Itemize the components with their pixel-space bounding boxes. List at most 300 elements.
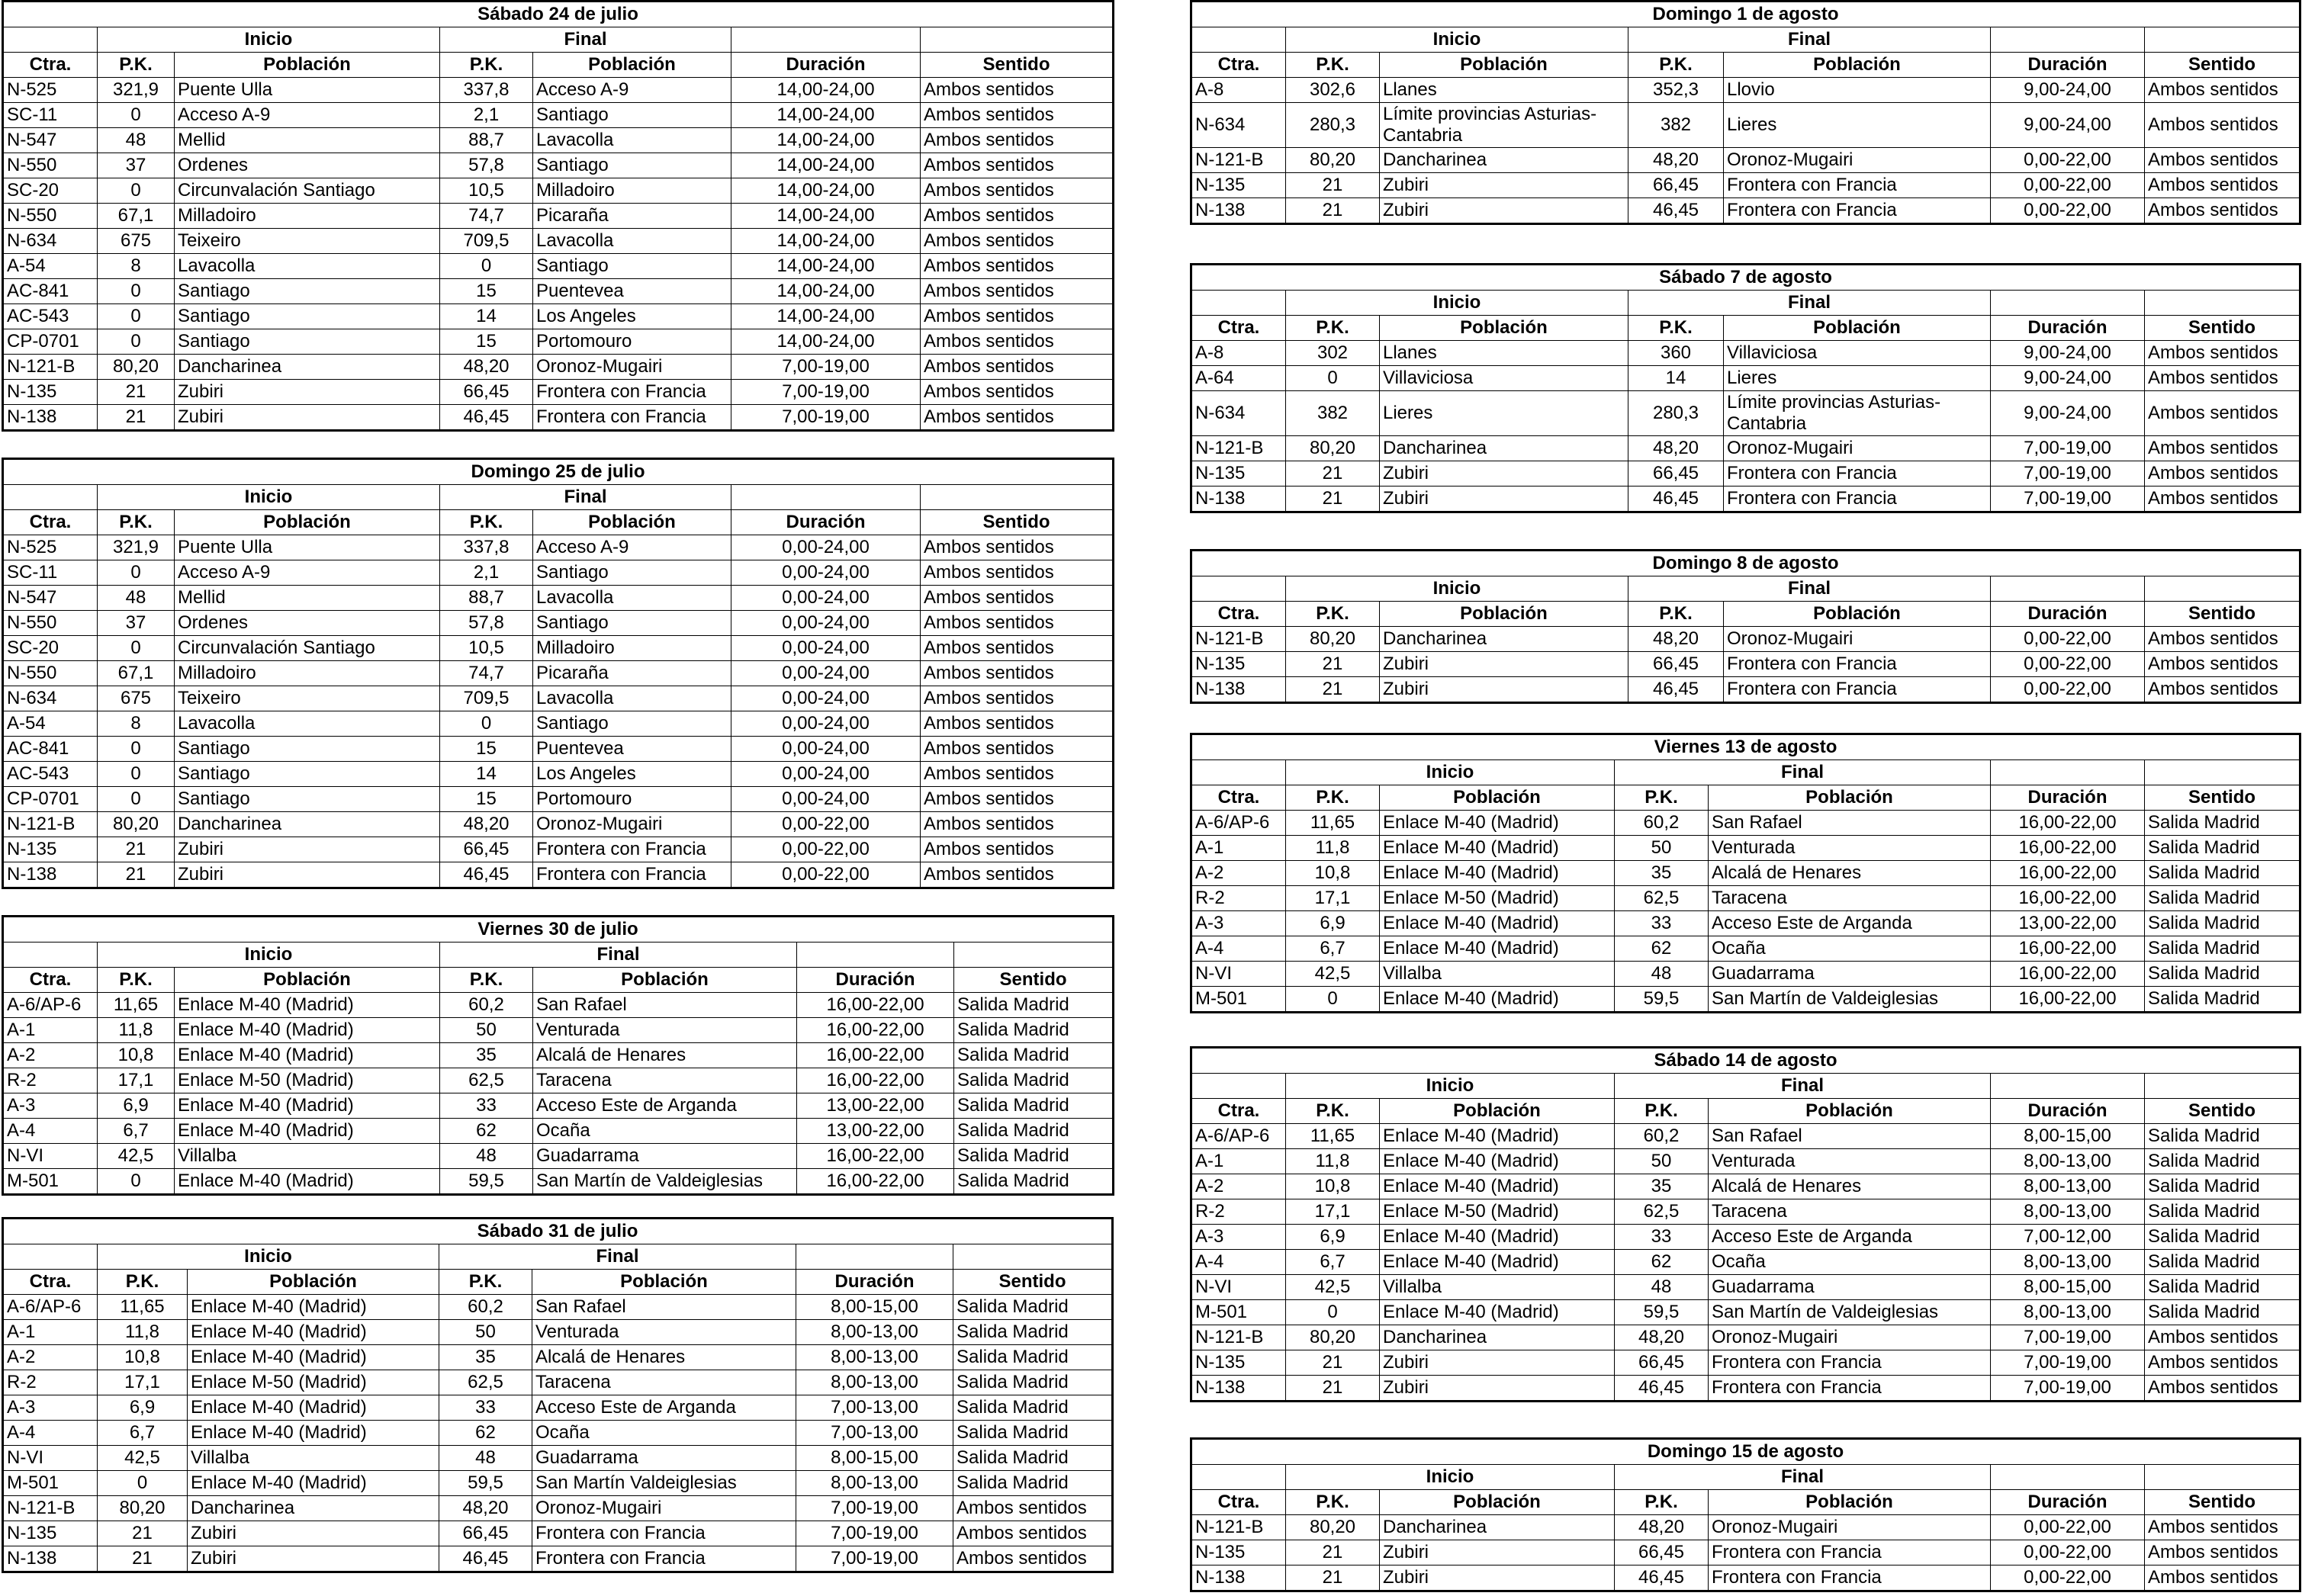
- table-row: [1191, 811, 2300, 836]
- column-header-pk-inicio: P.K.: [98, 53, 175, 78]
- cell-pk-final: 48,20: [439, 1496, 532, 1521]
- group-header-row: [3, 485, 1114, 510]
- column-header-ctra: Ctra.: [1191, 785, 1286, 811]
- blank-header: [2145, 576, 2300, 602]
- cell-poblacion-inicio: Zubiri: [1380, 173, 1628, 198]
- cell-pk-inicio: 6,9: [98, 1093, 175, 1119]
- cell-sentido: Salida Madrid: [2145, 1300, 2300, 1325]
- cell-poblacion-final: Frontera con Francia: [1709, 1376, 1991, 1402]
- cell-duracion: 14,00-24,00: [731, 128, 921, 153]
- blank-header: [921, 485, 1114, 510]
- cell-pk-inicio: 80,20: [1286, 436, 1380, 461]
- blank-header: [1191, 1074, 1286, 1099]
- cell-ctra: A-1: [1191, 1149, 1286, 1174]
- cell-sentido: Ambos sentidos: [2145, 487, 2300, 512]
- cell-duracion: 14,00-24,00: [731, 178, 921, 204]
- cell-poblacion-inicio: Enlace M-40 (Madrid): [1380, 836, 1615, 861]
- cell-poblacion-final: Lieres: [1724, 103, 1991, 148]
- cell-pk-final: 35: [440, 1043, 533, 1068]
- table-row: [3, 254, 1114, 279]
- cell-poblacion-inicio: Enlace M-40 (Madrid): [1380, 811, 1615, 836]
- cell-poblacion-final: Santiago: [533, 254, 731, 279]
- cell-duracion: 14,00-24,00: [731, 254, 921, 279]
- day-table: [1190, 1437, 2301, 1592]
- cell-sentido: Ambos sentidos: [921, 862, 1114, 888]
- cell-poblacion-final: Alcalá de Henares: [1709, 1174, 1991, 1199]
- cell-pk-final: 57,8: [440, 611, 533, 636]
- cell-poblacion-inicio: Enlace M-50 (Madrid): [188, 1370, 439, 1395]
- cell-poblacion-inicio: Villalba: [175, 1144, 440, 1169]
- cell-pk-final: 60,2: [1615, 811, 1709, 836]
- cell-ctra: N-634: [3, 229, 98, 254]
- cell-sentido: Ambos sentidos: [921, 204, 1114, 229]
- cell-poblacion-inicio: Enlace M-40 (Madrid): [175, 1093, 440, 1119]
- cell-sentido: Ambos sentidos: [2145, 1515, 2300, 1540]
- cell-duracion: 8,00-13,00: [796, 1345, 953, 1370]
- cell-pk-inicio: 0: [98, 279, 175, 304]
- blank-header: [1991, 1465, 2145, 1490]
- cell-poblacion-inicio: Zubiri: [1380, 1565, 1615, 1591]
- table-row: [3, 204, 1114, 229]
- column-header-poblacion-inicio: Población: [1380, 1490, 1615, 1515]
- column-header-sentido: Sentido: [2145, 53, 2300, 78]
- table-row: [1191, 1124, 2300, 1149]
- title-row: [3, 1219, 1113, 1244]
- cell-sentido: Salida Madrid: [954, 1119, 1114, 1144]
- cell-sentido: Ambos sentidos: [2145, 1350, 2300, 1376]
- cell-ctra: N-135: [1191, 461, 1286, 487]
- cell-poblacion-final: Ocaña: [1709, 1250, 1991, 1275]
- cell-pk-final: 35: [1615, 861, 1709, 886]
- cell-pk-inicio: 11,65: [1286, 1124, 1380, 1149]
- cell-duracion: 7,00-19,00: [796, 1521, 953, 1546]
- cell-duracion: 16,00-22,00: [1991, 886, 2145, 911]
- cell-ctra: N-121-B: [3, 812, 98, 837]
- cell-ctra: SC-11: [3, 103, 98, 128]
- cell-ctra: N-121-B: [1191, 148, 1286, 173]
- cell-poblacion-final: San Rafael: [1709, 811, 1991, 836]
- cell-sentido: Salida Madrid: [2145, 1124, 2300, 1149]
- cell-ctra: N-138: [1191, 198, 1286, 224]
- table-row: [3, 1521, 1113, 1546]
- cell-poblacion-inicio: Zubiri: [1380, 1376, 1615, 1402]
- cell-poblacion-inicio: Enlace M-40 (Madrid): [1380, 1174, 1615, 1199]
- cell-sentido: Ambos sentidos: [921, 611, 1114, 636]
- cell-sentido: Ambos sentidos: [2145, 461, 2300, 487]
- cell-poblacion-final: Lavacolla: [533, 128, 731, 153]
- cell-pk-final: 10,5: [440, 178, 533, 204]
- cell-pk-inicio: 42,5: [98, 1446, 188, 1471]
- table-row: [1191, 1325, 2300, 1350]
- cell-ctra: N-VI: [1191, 1275, 1286, 1300]
- column-header-pk-final: P.K.: [439, 1270, 532, 1295]
- column-header-poblacion-inicio: Población: [188, 1270, 439, 1295]
- cell-ctra: A-1: [3, 1018, 98, 1043]
- cell-poblacion-final: Frontera con Francia: [1724, 198, 1991, 224]
- cell-pk-final: 60,2: [1615, 1124, 1709, 1149]
- cell-poblacion-inicio: Zubiri: [175, 862, 440, 888]
- final-header: Final: [1615, 760, 1991, 785]
- cell-poblacion-final: Frontera con Francia: [532, 1546, 796, 1572]
- table-row: [3, 1421, 1113, 1446]
- cell-poblacion-final: Puentevea: [533, 737, 731, 762]
- cell-ctra: N-550: [3, 204, 98, 229]
- cell-ctra: N-550: [3, 661, 98, 686]
- cell-pk-final: 74,7: [440, 204, 533, 229]
- blank-header: [3, 1244, 98, 1270]
- cell-duracion: 0,00-24,00: [731, 762, 921, 787]
- cell-sentido: Salida Madrid: [2145, 811, 2300, 836]
- cell-pk-inicio: 11,8: [98, 1018, 175, 1043]
- cell-poblacion-inicio: Enlace M-40 (Madrid): [188, 1345, 439, 1370]
- column-header-ctra: Ctra.: [1191, 602, 1286, 627]
- cell-poblacion-inicio: Enlace M-40 (Madrid): [175, 1169, 440, 1195]
- cell-poblacion-inicio: Zubiri: [175, 380, 440, 405]
- cell-poblacion-inicio: Zubiri: [1380, 198, 1628, 224]
- day-table: [2, 915, 1114, 1196]
- cell-duracion: 8,00-15,00: [1991, 1124, 2145, 1149]
- cell-duracion: 7,00-19,00: [731, 405, 921, 431]
- column-header-row: [1191, 53, 2300, 78]
- cell-duracion: 14,00-24,00: [731, 78, 921, 103]
- table-row: [1191, 366, 2300, 391]
- column-header-pk-final: P.K.: [1628, 602, 1724, 627]
- cell-poblacion-inicio: Enlace M-40 (Madrid): [188, 1395, 439, 1421]
- cell-duracion: 0,00-24,00: [731, 636, 921, 661]
- column-header-ctra: Ctra.: [1191, 1490, 1286, 1515]
- cell-sentido: Ambos sentidos: [2145, 436, 2300, 461]
- blank-header: [953, 1244, 1113, 1270]
- cell-ctra: A-2: [3, 1043, 98, 1068]
- cell-poblacion-inicio: Puente Ulla: [175, 535, 440, 560]
- table-row: [1191, 103, 2300, 148]
- column-header-poblacion-final: Población: [533, 510, 731, 535]
- cell-poblacion-inicio: Circunvalación Santiago: [175, 178, 440, 204]
- cell-poblacion-final: Frontera con Francia: [1724, 173, 1991, 198]
- cell-ctra: A-8: [1191, 341, 1286, 366]
- column-header-row: [1191, 1490, 2300, 1515]
- blank-header: [3, 27, 98, 53]
- cell-duracion: 8,00-15,00: [796, 1446, 953, 1471]
- cell-poblacion-inicio: Santiago: [175, 279, 440, 304]
- column-header-poblacion-final: Población: [1709, 1099, 1991, 1124]
- table-row: [3, 686, 1114, 711]
- table-row: [3, 1119, 1114, 1144]
- cell-pk-inicio: 42,5: [98, 1144, 175, 1169]
- cell-pk-final: 46,45: [440, 862, 533, 888]
- final-header: Final: [1628, 291, 1991, 316]
- cell-pk-inicio: 0: [98, 1471, 188, 1496]
- table-row: [1191, 436, 2300, 461]
- table-row: [3, 1043, 1114, 1068]
- column-header-duracion: Duración: [1991, 53, 2145, 78]
- table-row: [1191, 652, 2300, 677]
- column-header-sentido: Sentido: [2145, 1490, 2300, 1515]
- final-header: Final: [1628, 27, 1991, 53]
- column-header-poblacion-inicio: Población: [175, 510, 440, 535]
- cell-sentido: Ambos sentidos: [921, 78, 1114, 103]
- cell-pk-final: 88,7: [440, 128, 533, 153]
- day-title: Viernes 30 de julio: [3, 917, 1114, 943]
- cell-duracion: 13,00-22,00: [1991, 911, 2145, 936]
- cell-poblacion-inicio: Zubiri: [1380, 652, 1628, 677]
- table-row: [3, 1295, 1113, 1320]
- cell-poblacion-inicio: Enlace M-40 (Madrid): [1380, 1300, 1615, 1325]
- cell-sentido: Salida Madrid: [953, 1345, 1113, 1370]
- cell-sentido: Ambos sentidos: [953, 1521, 1113, 1546]
- cell-pk-inicio: 321,9: [98, 535, 175, 560]
- table-row: [3, 103, 1114, 128]
- cell-ctra: N-138: [3, 405, 98, 431]
- cell-pk-final: 14: [1628, 366, 1724, 391]
- cell-ctra: A-3: [1191, 911, 1286, 936]
- cell-ctra: AC-543: [3, 762, 98, 787]
- inicio-header: Inicio: [1286, 291, 1628, 316]
- column-header-poblacion-final: Población: [1724, 602, 1991, 627]
- cell-poblacion-inicio: Enlace M-50 (Madrid): [1380, 886, 1615, 911]
- cell-pk-inicio: 21: [1286, 198, 1380, 224]
- cell-pk-final: 88,7: [440, 586, 533, 611]
- cell-ctra: A-54: [3, 254, 98, 279]
- cell-poblacion-inicio: Acceso A-9: [175, 560, 440, 586]
- blank-header: [2145, 27, 2300, 53]
- cell-poblacion-final: Alcalá de Henares: [532, 1345, 796, 1370]
- cell-pk-final: 62: [440, 1119, 533, 1144]
- cell-poblacion-inicio: Enlace M-40 (Madrid): [175, 1018, 440, 1043]
- cell-pk-final: 50: [440, 1018, 533, 1043]
- cell-duracion: 7,00-13,00: [796, 1395, 953, 1421]
- column-header-row: [3, 968, 1114, 993]
- cell-sentido: Ambos sentidos: [921, 586, 1114, 611]
- cell-duracion: 7,00-12,00: [1991, 1225, 2145, 1250]
- cell-poblacion-inicio: Acceso A-9: [175, 103, 440, 128]
- column-header-pk-inicio: P.K.: [1286, 1099, 1380, 1124]
- cell-pk-final: 46,45: [440, 405, 533, 431]
- cell-poblacion-inicio: Zubiri: [1380, 677, 1628, 703]
- table-row: [3, 304, 1114, 329]
- cell-sentido: Ambos sentidos: [953, 1496, 1113, 1521]
- cell-poblacion-final: Oronoz-Mugairi: [532, 1496, 796, 1521]
- column-header-row: [1191, 316, 2300, 341]
- cell-poblacion-final: Santiago: [533, 103, 731, 128]
- cell-duracion: 8,00-13,00: [1991, 1250, 2145, 1275]
- inicio-header: Inicio: [98, 1244, 439, 1270]
- column-header-pk-final: P.K.: [1615, 1490, 1709, 1515]
- cell-poblacion-inicio: Puente Ulla: [175, 78, 440, 103]
- cell-duracion: 0,00-24,00: [731, 787, 921, 812]
- day-table: [1190, 263, 2301, 513]
- table-row: [1191, 1540, 2300, 1565]
- column-header-poblacion-inicio: Población: [175, 968, 440, 993]
- blank-header: [1191, 291, 1286, 316]
- cell-pk-final: 15: [440, 279, 533, 304]
- blank-header: [921, 27, 1114, 53]
- blank-header: [1191, 1465, 1286, 1490]
- table-row: [3, 329, 1114, 355]
- cell-ctra: N-135: [1191, 173, 1286, 198]
- column-header-poblacion-inicio: Población: [1380, 1099, 1615, 1124]
- cell-poblacion-inicio: Villaviciosa: [1380, 366, 1628, 391]
- cell-poblacion-inicio: Enlace M-40 (Madrid): [1380, 987, 1615, 1013]
- cell-duracion: 8,00-13,00: [1991, 1199, 2145, 1225]
- column-header-poblacion-final: Población: [533, 53, 731, 78]
- cell-duracion: 8,00-13,00: [796, 1320, 953, 1345]
- cell-poblacion-inicio: Circunvalación Santiago: [175, 636, 440, 661]
- cell-pk-final: 60,2: [439, 1295, 532, 1320]
- inicio-header: Inicio: [1286, 1074, 1615, 1099]
- cell-poblacion-final: Llovio: [1724, 78, 1991, 103]
- table-row: [1191, 1376, 2300, 1402]
- cell-sentido: Ambos sentidos: [921, 686, 1114, 711]
- table-row: [3, 862, 1114, 888]
- table-row: [1191, 962, 2300, 987]
- cell-poblacion-final: Portomouro: [533, 329, 731, 355]
- title-row: [1191, 734, 2300, 760]
- cell-ctra: A-64: [1191, 366, 1286, 391]
- cell-pk-final: 48,20: [1615, 1515, 1709, 1540]
- cell-poblacion-inicio: Villalba: [1380, 1275, 1615, 1300]
- cell-pk-inicio: 42,5: [1286, 1275, 1380, 1300]
- column-header-poblacion-final: Población: [1709, 785, 1991, 811]
- blank-header: [2145, 1465, 2300, 1490]
- cell-poblacion-inicio: Ordenes: [175, 611, 440, 636]
- table-row: [1191, 198, 2300, 224]
- cell-sentido: Ambos sentidos: [921, 178, 1114, 204]
- cell-poblacion-final: Frontera con Francia: [1709, 1350, 1991, 1376]
- cell-pk-final: 66,45: [1615, 1350, 1709, 1376]
- column-header-poblacion-inicio: Población: [1380, 316, 1628, 341]
- cell-pk-final: 74,7: [440, 661, 533, 686]
- cell-poblacion-final: Los Angeles: [533, 304, 731, 329]
- table-row: [1191, 391, 2300, 436]
- cell-poblacion-final: San Martín de Valdeiglesias: [1709, 987, 1991, 1013]
- column-header-pk-inicio: P.K.: [98, 968, 175, 993]
- column-header-poblacion-final: Población: [1724, 53, 1991, 78]
- cell-pk-final: 48: [1615, 1275, 1709, 1300]
- column-header-poblacion-final: Población: [1709, 1490, 1991, 1515]
- cell-poblacion-final: Ocaña: [532, 1421, 796, 1446]
- column-header-pk-inicio: P.K.: [1286, 53, 1380, 78]
- table-row: [3, 1093, 1114, 1119]
- cell-sentido: Salida Madrid: [953, 1320, 1113, 1345]
- column-header-sentido: Sentido: [2145, 1099, 2300, 1124]
- cell-poblacion-final: Taracena: [1709, 1199, 1991, 1225]
- cell-pk-final: 66,45: [1628, 461, 1724, 487]
- cell-pk-final: 48: [1615, 962, 1709, 987]
- column-header-pk-final: P.K.: [1615, 1099, 1709, 1124]
- cell-poblacion-inicio: Dancharinea: [188, 1496, 439, 1521]
- day-table: [2, 1217, 1114, 1573]
- cell-poblacion-inicio: Enlace M-40 (Madrid): [1380, 1225, 1615, 1250]
- cell-pk-final: 10,5: [440, 636, 533, 661]
- cell-pk-final: 48,20: [1628, 148, 1724, 173]
- cell-pk-inicio: 21: [1286, 1540, 1380, 1565]
- cell-pk-inicio: 80,20: [1286, 148, 1380, 173]
- cell-poblacion-final: Guadarrama: [1709, 1275, 1991, 1300]
- column-header-row: [3, 510, 1114, 535]
- cell-poblacion-final: Frontera con Francia: [1709, 1540, 1991, 1565]
- cell-pk-inicio: 10,8: [1286, 1174, 1380, 1199]
- table-row: [3, 229, 1114, 254]
- cell-pk-inicio: 21: [98, 405, 175, 431]
- cell-ctra: N-121-B: [1191, 1515, 1286, 1540]
- blank-header: [954, 943, 1114, 968]
- cell-sentido: Ambos sentidos: [2145, 103, 2300, 148]
- cell-ctra: A-3: [3, 1395, 98, 1421]
- cell-pk-final: 59,5: [1615, 1300, 1709, 1325]
- blank-header: [1991, 1074, 2145, 1099]
- table-row: [3, 787, 1114, 812]
- cell-pk-final: 46,45: [1628, 198, 1724, 224]
- cell-poblacion-inicio: Zubiri: [1380, 487, 1628, 512]
- column-header-sentido: Sentido: [2145, 785, 2300, 811]
- cell-sentido: Salida Madrid: [2145, 836, 2300, 861]
- table-row: [3, 1370, 1113, 1395]
- cell-sentido: Ambos sentidos: [921, 405, 1114, 431]
- cell-poblacion-inicio: Mellid: [175, 586, 440, 611]
- cell-ctra: N-138: [1191, 1565, 1286, 1591]
- cell-ctra: N-525: [3, 535, 98, 560]
- cell-poblacion-inicio: Zubiri: [1380, 1350, 1615, 1376]
- title-row: [1191, 1439, 2300, 1465]
- cell-ctra: A-1: [3, 1320, 98, 1345]
- cell-duracion: 0,00-24,00: [731, 661, 921, 686]
- day-title: Viernes 13 de agosto: [1191, 734, 2300, 760]
- day-table: [1190, 733, 2301, 1013]
- cell-poblacion-final: San Martín Valdeiglesias: [532, 1471, 796, 1496]
- table-row: [3, 355, 1114, 380]
- final-header: Final: [1615, 1465, 1991, 1490]
- cell-sentido: Salida Madrid: [2145, 987, 2300, 1013]
- cell-sentido: Ambos sentidos: [921, 380, 1114, 405]
- cell-poblacion-final: Lavacolla: [533, 686, 731, 711]
- cell-pk-final: 62,5: [439, 1370, 532, 1395]
- cell-pk-inicio: 321,9: [98, 78, 175, 103]
- cell-duracion: 16,00-22,00: [1991, 987, 2145, 1013]
- table-row: [3, 1446, 1113, 1471]
- cell-sentido: Salida Madrid: [953, 1295, 1113, 1320]
- cell-ctra: A-4: [1191, 936, 1286, 962]
- cell-pk-final: 59,5: [440, 1169, 533, 1195]
- blank-header: [1991, 27, 2145, 53]
- day-title: Sábado 14 de agosto: [1191, 1048, 2300, 1074]
- cell-ctra: AC-841: [3, 279, 98, 304]
- cell-poblacion-inicio: Milladoiro: [175, 661, 440, 686]
- cell-poblacion-final: Venturada: [532, 1320, 796, 1345]
- cell-pk-inicio: 80,20: [1286, 627, 1380, 652]
- table-row: [3, 128, 1114, 153]
- table-row: [3, 711, 1114, 737]
- cell-sentido: Salida Madrid: [2145, 1199, 2300, 1225]
- cell-duracion: 8,00-13,00: [796, 1370, 953, 1395]
- cell-sentido: Salida Madrid: [953, 1370, 1113, 1395]
- cell-poblacion-final: San Rafael: [532, 1295, 796, 1320]
- cell-ctra: R-2: [1191, 886, 1286, 911]
- cell-duracion: 0,00-24,00: [731, 737, 921, 762]
- table-row: [1191, 341, 2300, 366]
- cell-sentido: Ambos sentidos: [2145, 341, 2300, 366]
- cell-pk-inicio: 675: [98, 686, 175, 711]
- cell-ctra: N-634: [1191, 391, 1286, 436]
- table-row: [1191, 148, 2300, 173]
- cell-sentido: Salida Madrid: [954, 1169, 1114, 1195]
- cell-ctra: N-VI: [3, 1446, 98, 1471]
- final-header: Final: [440, 485, 731, 510]
- cell-ctra: N-550: [3, 611, 98, 636]
- cell-poblacion-inicio: Mellid: [175, 128, 440, 153]
- cell-poblacion-final: Santiago: [533, 611, 731, 636]
- cell-pk-inicio: 21: [1286, 1565, 1380, 1591]
